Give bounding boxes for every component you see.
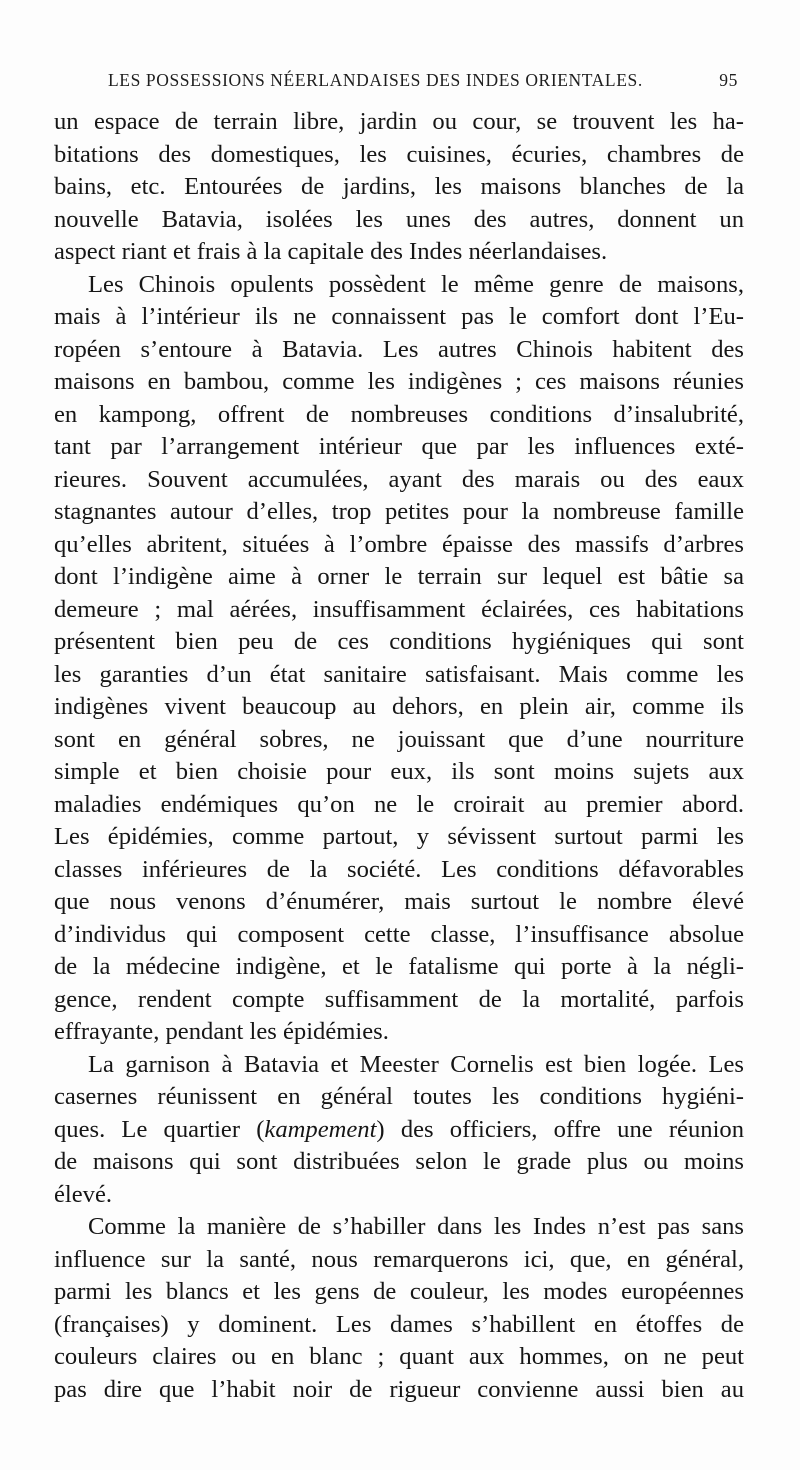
text-line: couleurs claires ou en blanc ; quant aux hommes, on ne peut (54, 1343, 744, 1370)
text-line: dont l’indigène aime à orner le terrain sur lequel est bâtie sa (54, 563, 744, 590)
text-line: mais à l’intérieur ils ne connaissent pas le comfort dont l’Eu- (54, 303, 744, 330)
text-line: les garanties d’un état sanitaire satisfaisant. Mais comme les (54, 660, 744, 688)
text-line: indigènes vivent beaucoup au dehors, en plein air, comme ils (54, 693, 744, 720)
text-line: stagnantes autour d’elles, trop petites pour la nombreuse famille (54, 498, 744, 525)
text-fragment: ques. Le quartier (54, 1115, 241, 1143)
running-header (108, 70, 738, 96)
text-line: casernes réunissent en général toutes les conditions hygiéni- (54, 1083, 744, 1110)
text-line: effrayante, pendant les épidémies. (54, 1018, 389, 1045)
text-line: influence sur la santé, nous remarquerons ici, que, en général, (54, 1245, 744, 1273)
text-line: aspect riant et frais à la capitale des Indes néerlandaises. (54, 238, 608, 265)
running-title: LES POSSESSIONS NÉERLANDAISES DES INDES ORIENTALES. (108, 70, 643, 90)
text-line: maisons en bambou, comme les indigènes ; ces maisons réunies (54, 368, 744, 395)
text-line: maladies endémiques qu’on ne le croirait au premier abord. (54, 790, 744, 818)
body-text (54, 106, 744, 1406)
text-line: que nous venons d’énumérer, mais surtout le nombre élevé (54, 888, 744, 915)
text-line: La garnison à Batavia et Meester Cornelis est bien logée. Les (88, 1050, 744, 1078)
text-line: simple et bien choisie pour eux, ils sont moins sujets aux (54, 758, 744, 785)
text-line: d’individus qui composent cette classe, l’insuffisance absolue (54, 920, 744, 948)
text-line: bitations des domestiques, les cuisines, écuries, chambres de (54, 140, 744, 168)
text-line: bains, etc. Entourées de jardins, les maisons blanches de la (54, 173, 744, 200)
text-line: ropéen s’entoure à Batavia. Les autres Chinois habitent des (54, 335, 744, 363)
text-line: classes inférieures de la société. Les conditions défavorables (54, 855, 744, 883)
text-line: pas dire que l’habit noir de rigueur convienne aussi bien au (54, 1375, 744, 1403)
text-line: nouvelle Batavia, isolées les unes des autres, donnent un (54, 205, 744, 233)
page-number: 95 (719, 70, 738, 90)
text-line: présentent bien peu de ces conditions hygiéniques qui sont (54, 628, 744, 655)
text-line: demeure ; mal aérées, insuffisamment éclairées, ces habitations (54, 595, 744, 623)
text-line: de la médecine indigène, et le fatalisme qui porte à la négli- (54, 953, 744, 980)
text-fragment: des officiers, offre une réunion (400, 1115, 744, 1143)
text-line: rieures. Souvent accumulées, ayant des marais ou des eaux (54, 465, 744, 493)
text-line: sont en général sobres, ne jouissant que d’une nourriture (54, 725, 744, 753)
text-line: (françaises) y dominent. Les dames s’habillent en étoffes de (54, 1310, 744, 1338)
text-line: un espace de terrain libre, jardin ou cour, se trouvent les ha- (54, 108, 744, 135)
text-line: Comme la manière de s’habiller dans les Indes n’est pas sans (88, 1213, 744, 1240)
text-line: parmi les blancs et les gens de couleur, les modes européennes (54, 1278, 744, 1305)
text-line: tant par l’arrangement intérieur que par les influences exté- (54, 433, 744, 460)
text-line: de maisons qui sont distribuées selon le grade plus ou moins (54, 1148, 744, 1175)
text-line: élevé. (54, 1180, 113, 1208)
text-line: ques. Le quartier (kampement) des officiers, offre une réunion (54, 1115, 744, 1143)
text-line: en kampong, offrent de nombreuses conditions d’insalubrité, (54, 400, 744, 428)
text-line: qu’elles abritent, situées à l’ombre épaisse des massifs d’arbres (54, 530, 744, 558)
italic-term: kampement (264, 1115, 377, 1143)
text-line: Les épidémies, comme partout, y sévissent surtout parmi les (54, 823, 744, 850)
text-line: gence, rendent compte suffisamment de la mortalité, parfois (54, 985, 744, 1013)
text-line: Les Chinois opulents possèdent le même genre de maisons, (88, 270, 744, 298)
